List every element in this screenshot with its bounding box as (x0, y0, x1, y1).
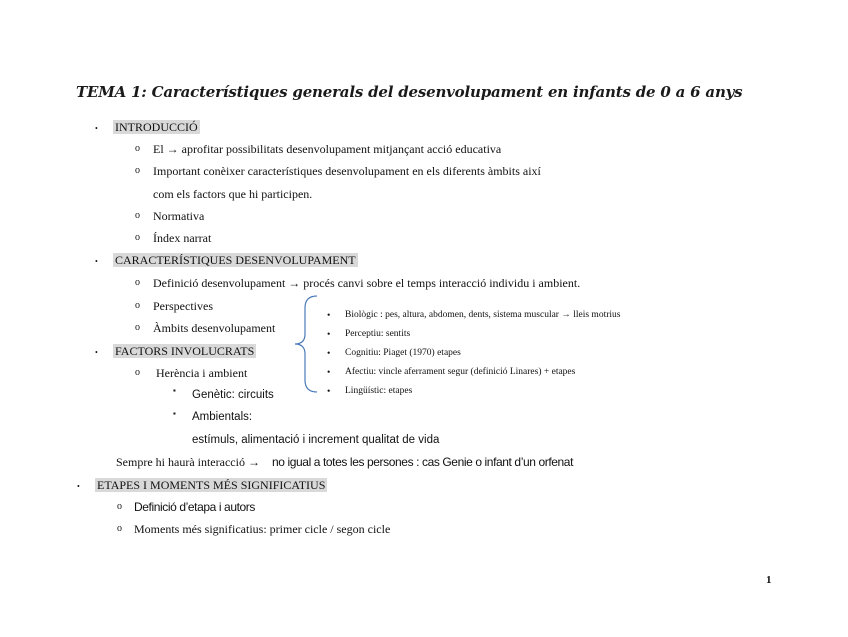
etapes-item: Moments més significatius: primer cicle / segon cicle (134, 522, 391, 536)
bullet-marker: • (327, 368, 331, 378)
caract-item: Definició desenvolupament → procés canvi sobre el temps interacció individu i ambient. (153, 276, 581, 290)
ambit-item: Lingüístic: etapes (345, 386, 413, 396)
caract-item: Perspectives (153, 299, 213, 313)
circle-marker: o (135, 143, 140, 154)
caract-item: Àmbits desenvolupament (153, 321, 276, 335)
intro-item: Índex narrat (153, 231, 212, 245)
interaction-note-b: no igual a totes les persones : cas Genie o infant d’un orfenat (272, 455, 574, 469)
ambit-item: Afectiu: vincle aferrament segur (definició Linares) + etapes (345, 367, 576, 377)
factors-ambientals-detail: estímuls, alimentació i increment qualitat de vida (192, 434, 440, 446)
circle-marker: o (135, 367, 140, 378)
section-heading-caract: CARACTERÍSTIQUES DESENVOLUPAMENT (115, 253, 356, 267)
section-heading-etapes: ETAPES I MOMENTS MÉS SIGNIFICATIUS (97, 478, 326, 492)
page-number: 1 (766, 574, 772, 586)
bullet-marker: • (95, 348, 98, 357)
circle-marker: o (135, 277, 140, 288)
intro-item: El → aprofitar possibilitats desenvolupament mitjançant acció educativa (153, 142, 502, 156)
bullet-marker: • (95, 124, 98, 133)
factors-ambientals: Ambientals: (192, 411, 253, 423)
ambit-item: Perceptiu: sentits (345, 329, 411, 339)
intro-item: Normativa (153, 209, 205, 223)
intro-item: com els factors que hi participen. (153, 187, 313, 201)
circle-marker: o (135, 232, 140, 243)
bullet-marker: • (327, 330, 331, 340)
bullet-marker: • (327, 349, 331, 359)
ambit-item: Biològic : pes, altura, abdomen, dents, sistema muscular → lleis motrius (345, 310, 621, 320)
factors-genetic: Genètic: circuits (192, 389, 274, 401)
square-marker: ▪ (173, 409, 176, 418)
interaction-note-a: Sempre hi haurà interacció → (116, 455, 260, 469)
bullet-marker: • (327, 311, 331, 321)
curly-brace (293, 294, 319, 396)
circle-marker: o (135, 210, 140, 221)
circle-marker: o (135, 165, 140, 176)
section-heading-intro: INTRODUCCIÓ (115, 120, 198, 134)
circle-marker: o (135, 322, 140, 333)
circle-marker: o (117, 523, 122, 534)
page-title: TEMA 1: Característiques generals del desenvolupament en infants de 0 a 6 anys (76, 83, 743, 101)
circle-marker: o (117, 501, 122, 512)
square-marker: ▪ (173, 386, 176, 395)
section-heading-factors: FACTORS INVOLUCRATS (115, 344, 255, 358)
ambit-item: Cognitiu: Piaget (1970) etapes (345, 348, 461, 358)
bullet-marker: • (77, 482, 80, 491)
factors-herencia: Herència i ambient (156, 366, 248, 380)
bullet-marker: • (95, 257, 98, 266)
etapes-item: Definició d’etapa i autors (134, 500, 256, 514)
circle-marker: o (135, 300, 140, 311)
intro-item: Important conèixer característiques desenvolupament en els diferents àmbits així (153, 164, 541, 178)
bullet-marker: • (327, 387, 331, 397)
